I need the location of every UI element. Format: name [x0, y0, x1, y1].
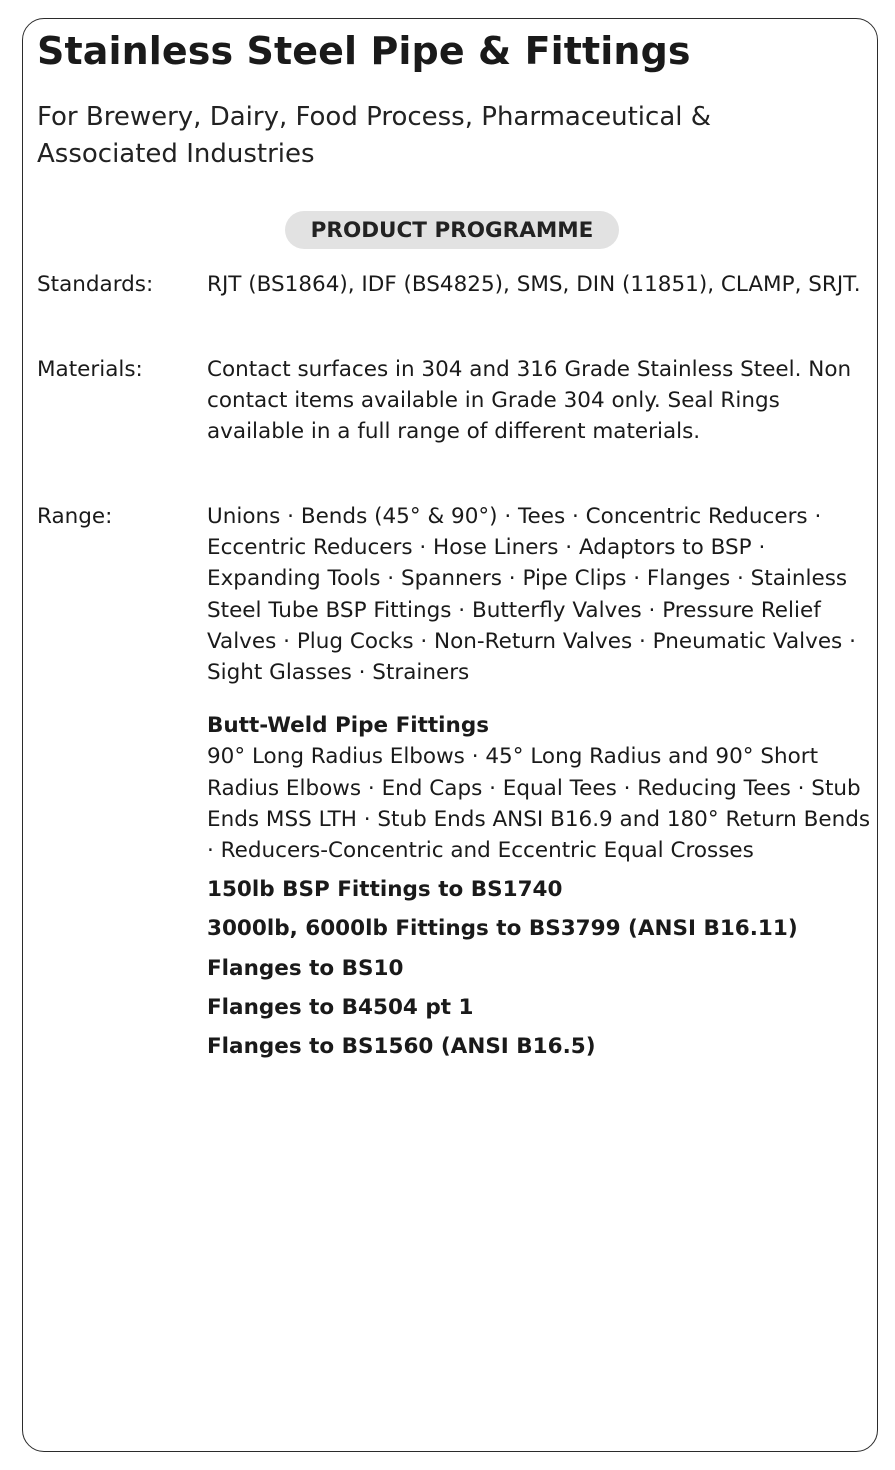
materials-label: Materials:: [37, 357, 143, 382]
materials-text: Contact surfaces in 304 and 316 Grade Stainless Steel. Non contact items available in Grade 304 only. Seal Rings available in a full range of different materials.: [207, 357, 852, 445]
fitting-item-b4504: Flanges to B4504 pt 1: [207, 994, 474, 1020]
page-subtitle: For Brewery, Dairy, Food Process, Pharmaceutical & Associated Industries: [37, 102, 712, 169]
fitting-item-bs3799: 3000lb, 6000lb Fittings to BS3799 (ANSI B16.11): [207, 916, 798, 942]
range-label: Range:: [37, 504, 113, 529]
fitting-item-bs1740: 150lb BSP Fittings to BS1740: [207, 877, 563, 903]
standards-text: RJT (BS1864), IDF (BS4825), SMS, DIN (11851), CLAMP, SRJT.: [207, 272, 861, 297]
range-text: Unions · Bends (45° & 90°) · Tees · Concentric Reducers · Eccentric Reducers · Hose Liners · Adaptors to BSP · Expanding Tools · Spanners · Pipe Clips · Flanges · Stainless Steel Tube BSP Fittings · Butterfly Valves · Pressure Relief Valves · Plug Cocks · Non-Return Valves · Pneumatic Valves · Sight Glasses · Strainers: [207, 504, 856, 686]
butt-weld-heading: Butt-Weld Pipe Fittings: [207, 713, 490, 739]
section-pill: PRODUCT PROGRAMME: [285, 211, 619, 249]
page-title: Stainless Steel Pipe & Fittings: [37, 29, 691, 73]
range-content: [207, 501, 872, 1062]
standards-label: Standards:: [37, 272, 154, 297]
fitting-item-bs10: Flanges to BS10: [207, 955, 404, 981]
fitting-item-bs1560: Flanges to BS1560 (ANSI B16.5): [207, 1034, 596, 1060]
product-card: [22, 18, 878, 1452]
butt-weld-text: 90° Long Radius Elbows · 45° Long Radius and 90° Short Radius Elbows · End Caps · Equal Tees · Reducing Tees · Stub Ends MSS LTH · Stub Ends ANSI B16.9 and 180° Return Bends · Reducers-Concentric and Eccentric Equal Crosses: [207, 744, 871, 864]
